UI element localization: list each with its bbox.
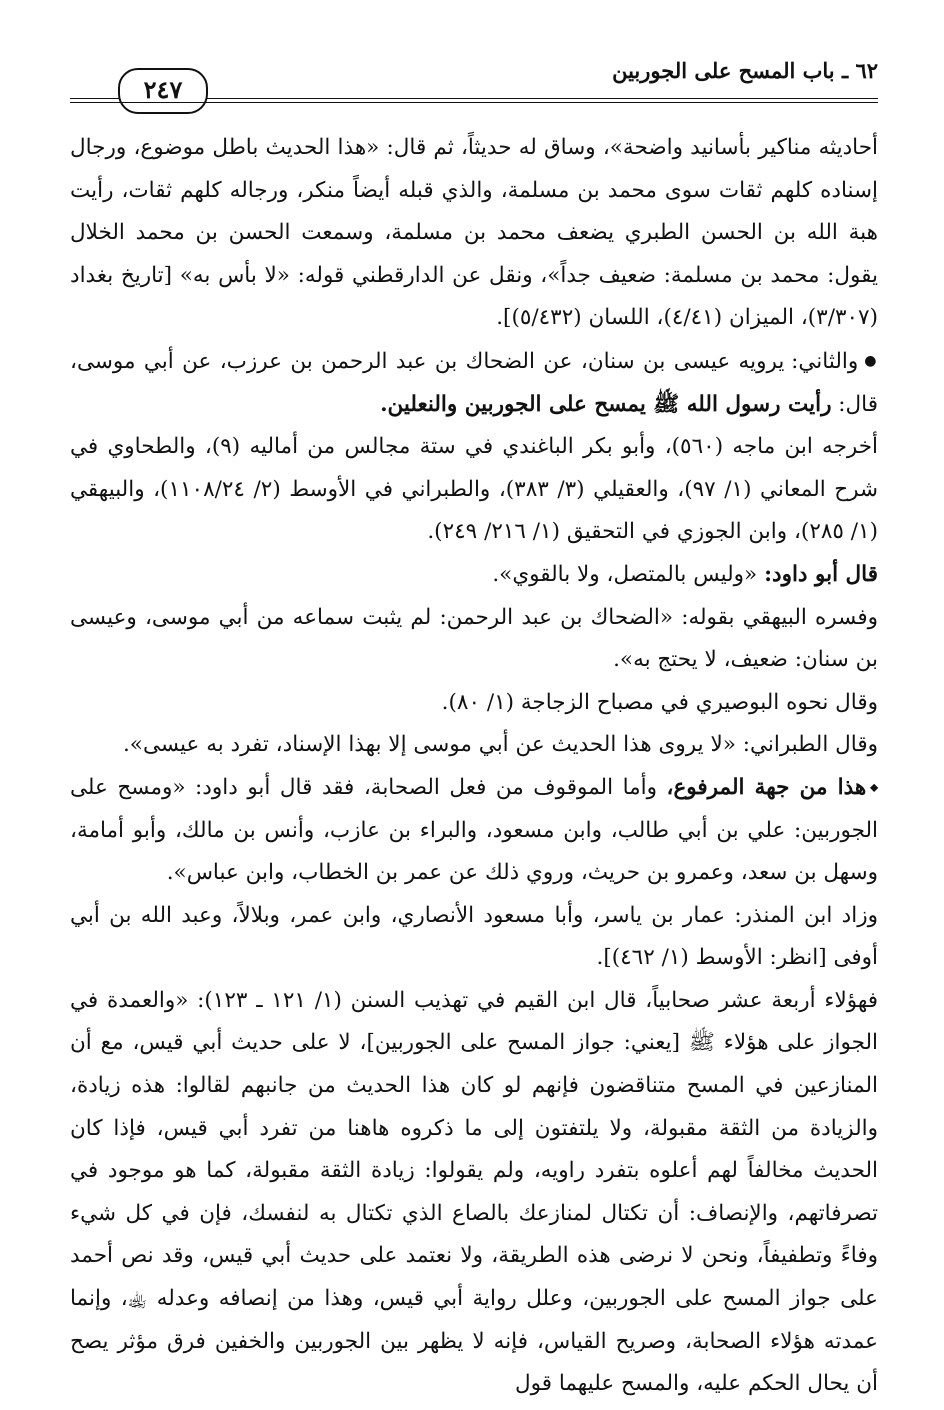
paragraph: أحاديثه مناكير بأسانيد واضحة»، وساق له حديثاً، ثم قال: «هذا الحديث باطل موضوع، ورجال إسناده كلهم ثقات سوى محمد بن مسلمة، والذي قبله أيضاً منكر، ورجاله كلهم ثقات، رأيت هبة الله بن الحسن الطبري يضعف محمد بن مسلمة، وسمعت الحسن بن محمد الخلال يقول: محمد بن مسلمة: ضعيف جداً»، ونقل عن الدارقطني قوله: «لا بأس به» [تاريخ بغداد (٣/٣٠٧)، الميزان (٤/٤١)، اللسان (٥/٤٣٢)]. (70, 135, 878, 331)
paragraph: أخرجه ابن ماجه (٥٦٠)، وأبو بكر الباغندي في ستة مجالس من أماليه (٩)، والطحاوي في شرح المعاني (١/ ٩٧)، والعقيلي (٣/ ٣٨٣)، والطبراني في الأوسط (٢/ ١١٠٨/٢٤)، والبيهقي (١/ ٢٨٥)، وابن الجوزي في التحقيق (١/ ٢١٦/ ٢٤٩). (70, 434, 879, 545)
section-lead: هذا من جهة المرفوع، (666, 774, 867, 800)
paragraph: وفسره البيهقي بقوله: «الضحاك بن عبد الرحمن: لم يثبت سماعه من أبي موسى، وعيسى بن سنان: ضعيف، لا يحتج به». (70, 604, 878, 673)
paragraph: وقال نحوه البوصيري في مصباح الزجاجة (١/ ٨٠). (441, 689, 878, 715)
paragraph: فهؤلاء أربعة عشر صحابياً، قال ابن القيم في تهذيب السنن (١/ ١٢١ ـ ١٢٣): «والعمدة في الجواز على هؤلاء ﷺ [يعني: جواز المسح على الجوربين]، لا على حديث أبي قيس، مع أن المنازعين في المسح متناقضون فإنهم لو كان هذا الحديث من جانبهم لقالوا: هذه زيادة، والزيادة من الثقة مقبولة، ولا يلتفتون إلى ما ذكروه هاهنا من تفرد أبي قيس، فإذا كان الحديث مخالفاً لهم أعلوه بتفرد راويه، ولم يقولوا: زيادة الثقة مقبولة، كما هو موجود في تصرفاتهم، والإنصاف: أن تكتال لمنازعك بالصاع الذي تكتال به لنفسك، فإن في كل شيء وفاءً وتطفيفاً، ونحن لا نرضى هذه الطريقة، ولا نعتمد على حديث أبي قيس، وقد نص أحمد على جواز المسح على الجوربين، وعلل رواية أبي قيس، وهذا من إنصافه وعدله ﵀، وإنما عمدته هؤلاء الصحابة، وصريح القياس، فإنه لا يظهر بين الجوربين والخفين فرق مؤثر يصح أن يحال الحكم عليه، والمسح عليهما قول (70, 987, 879, 1397)
speaker-label: قال أبو داود: (764, 561, 878, 587)
hadith-text: رأيت رسول الله ﷺ يمسح على الجوربين والنعلين. (380, 391, 832, 417)
book-page (70, 48, 879, 1397)
paragraph: وزاد ابن المنذر: عمار بن ياسر، وأبا مسعود الأنصاري، وابن عمر، وبلالاً، وعبد الله بن أبي أوفى [انظر: الأوسط (١/ ٤٦٢)]. (70, 902, 878, 971)
paragraph-text: وأما الموقوف من فعل الصحابة، فقد قال أبو داود: «ومسح على الجوربين: علي بن أبي طالب، وابن مسعود، والبراء بن عازب، وأنس بن مالك، وأبو أمامة، وسهل بن سعد، وعمرو بن حريث، وروي ذلك عن عمر بن الخطاب، وابن عباس». (70, 774, 878, 886)
paragraph (70, 767, 878, 895)
paragraph (70, 554, 878, 597)
paragraph-text: والثاني: يرويه عيسى بن سنان، عن الضحاك بن عبد الرحمن بن عرزب، عن أبي موسى، قال: (70, 348, 878, 417)
paragraph-bulleted (70, 340, 878, 426)
paragraph-text: «وليس بالمتصل، ولا بالقوي». (492, 561, 765, 587)
page-number-badge: ٢٤٧ (118, 68, 208, 114)
page-header (70, 48, 878, 104)
paragraph: وقال الطبراني: «لا يروى هذا الحديث عن أبي موسى إلا بهذا الإسناد، تفرد به عيسى». (122, 732, 878, 758)
page-body (70, 127, 878, 1406)
section-mark-icon: ⬩ (870, 774, 878, 800)
running-title: ٦٢ ـ باب المسح على الجوربين (612, 58, 878, 83)
